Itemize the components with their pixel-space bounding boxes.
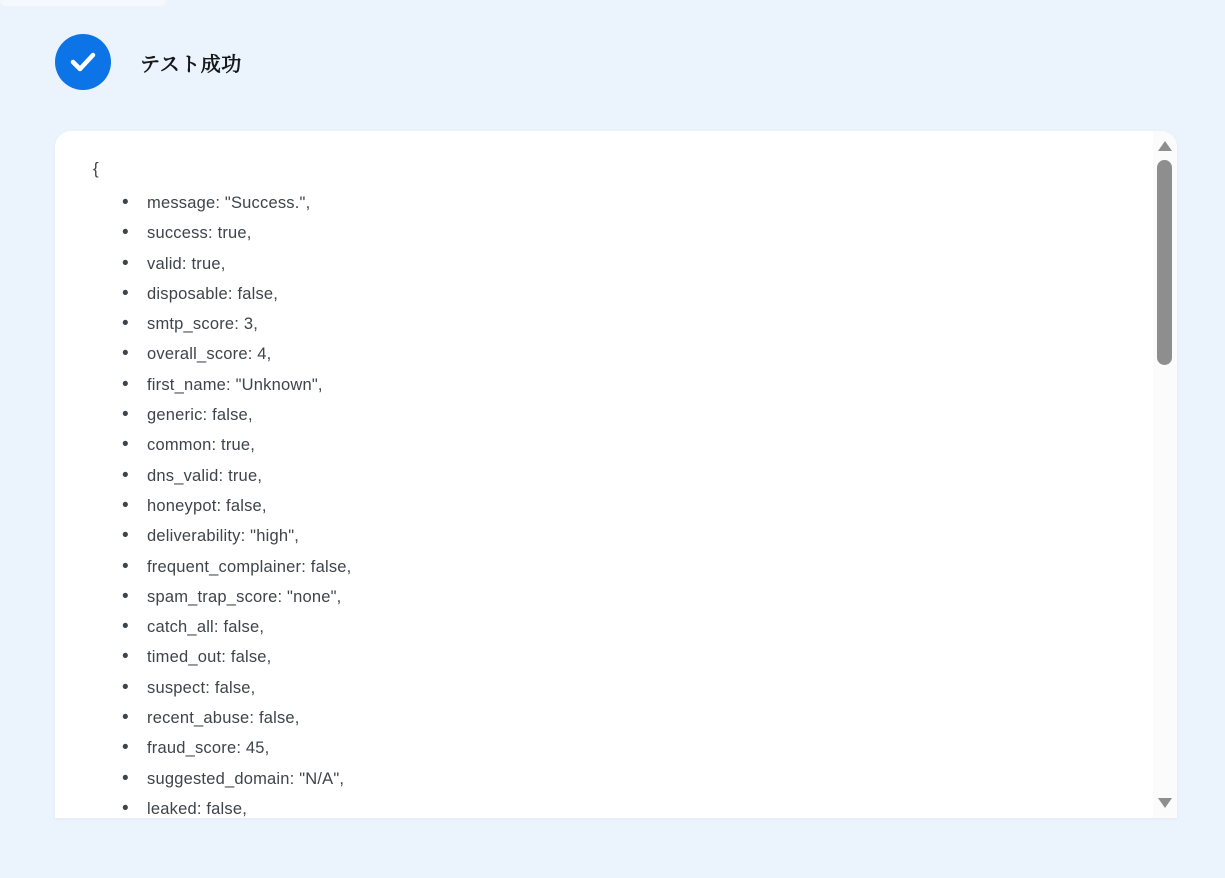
scrollbar-thumb[interactable]	[1157, 160, 1172, 365]
response-result-panel	[55, 131, 1177, 818]
json-line: • deliverability: "high",	[93, 521, 1153, 551]
scrollbar-down-arrow-icon[interactable]	[1158, 798, 1172, 808]
json-open-brace: {	[93, 159, 99, 178]
json-response-content	[55, 131, 1153, 818]
json-line: • honeypot: false,	[93, 491, 1153, 521]
json-line: • recent_abuse: false,	[93, 703, 1153, 733]
json-line: • catch_all: false,	[93, 612, 1153, 642]
json-line: • disposable: false,	[93, 279, 1153, 309]
vertical-scrollbar[interactable]	[1153, 131, 1177, 818]
json-line: • frequent_complainer: false,	[93, 552, 1153, 582]
json-line: • suspect: false,	[93, 673, 1153, 703]
success-check-icon	[55, 34, 111, 90]
json-line: • suggested_domain: "N/A",	[93, 764, 1153, 794]
json-line: • common: true,	[93, 430, 1153, 460]
json-line: • valid: true,	[93, 249, 1153, 279]
checkmark-glyph	[69, 51, 97, 73]
json-line: • spam_trap_score: "none",	[93, 582, 1153, 612]
json-line: • smtp_score: 3,	[93, 309, 1153, 339]
json-line: • message: "Success.",	[93, 188, 1153, 218]
test-result-header	[55, 34, 242, 90]
json-line: • dns_valid: true,	[93, 461, 1153, 491]
json-field-list	[93, 188, 1153, 818]
json-line: • overall_score: 4,	[93, 339, 1153, 369]
json-line: • first_name: "Unknown",	[93, 370, 1153, 400]
page-title: テスト成功	[140, 53, 242, 76]
scrollbar-up-arrow-icon[interactable]	[1158, 141, 1172, 151]
json-line: • generic: false,	[93, 400, 1153, 430]
top-edge-partial-element	[0, 0, 166, 6]
json-line: • leaked: false,	[93, 794, 1153, 818]
json-line: • success: true,	[93, 218, 1153, 248]
json-line: • fraud_score: 45,	[93, 733, 1153, 763]
json-line: • timed_out: false,	[93, 642, 1153, 672]
